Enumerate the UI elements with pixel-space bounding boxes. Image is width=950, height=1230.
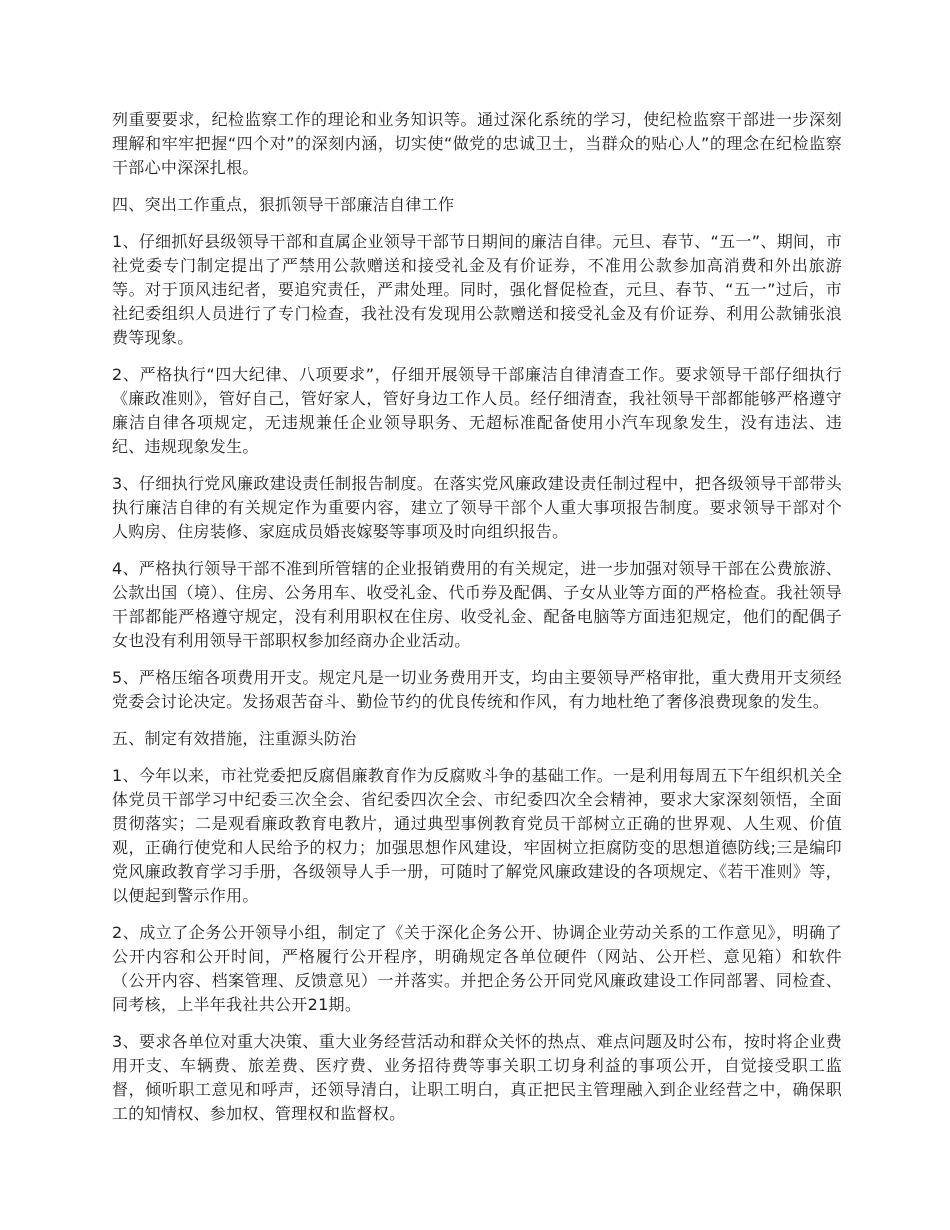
paragraph-4-1: 1、仔细抓好县级领导干部和直属企业领导干部节日期间的廉洁自律。元旦、春节、“五一”、期间，市社党委专门制定提出了严禁用公款赠送和接受礼金及有价证券，不准用公款参加高消费和外出旅游等。对于顶风违纪者，要追究责任，严肃处理。同时，强化督促检查，元旦、春节、“五一”过后，市社纪委组织人员进行了专门检查，我社没有发现用公款赠送和接受礼金及有价证券、利用公款铺张浪费等现象。 xyxy=(112,232,842,347)
paragraph-intro: 列重要要求，纪检监察工作的理论和业务知识等。通过深化系统的学习，使纪检监察干部进一步深刻理解和牢牢把握“四个对”的深刻内涵，切实使“做党的忠诚卫士，当群众的贴心人”的理念在纪检监察干部心中深深扎根。 xyxy=(112,110,842,177)
paragraph-4-5: 5、严格压缩各项费用开支。规定凡是一切业务费用开支，均由主要领导严格审批，重大费用开支须经党委会讨论决定。发扬艰苦奋斗、勤俭节约的优良传统和作风，有力地杜绝了奢侈浪费现象的发生。 xyxy=(112,668,842,711)
paragraph-4-4: 4、严格执行领导干部不准到所管辖的企业报销费用的有关规定，进一步加强对领导干部在公费旅游、公款出国（境）、住房、公务用车、收受礼金、代币券及配偶、子女从业等方面的严格检查。我社领导干部都能严格遵守规定，没有利用职权在住房、收受礼金、配备电脑等方面违犯规定，他们的配偶子女也没有利用领导干部职权参加经商办企业活动。 xyxy=(112,559,842,650)
paragraph-4-3: 3、仔细执行党风廉政建设责任制报告制度。在落实党风廉政建设责任制过程中，把各级领导干部带头执行廉洁自律的有关规定作为重要内容，建立了领导干部个人重大事项报告制度。要求领导干部对个人购房、住房装修、家庭成员婚丧嫁娶等事项及时向组织报告。 xyxy=(112,474,842,541)
paragraph-5-2: 2、成立了企务公开领导小组，制定了《关于深化企务公开、协调企业劳动关系的工作意见》，明确了公开内容和公开时间，严格履行公开程序，明确规定各单位硬件（网站、公开栏、意见箱）和软件（公开内容、档案管理、反馈意见）一并落实。并把企务公开同党风廉政建设工作同部署、同检查、同考核，上半年我社共公开21期。 xyxy=(112,923,842,1014)
section-heading-5: 五、制定有效措施，注重源头防治 xyxy=(112,729,357,748)
section-heading-4: 四、突出工作重点，狠抓领导干部廉洁自律工作 xyxy=(112,195,455,214)
paragraph-4-2: 2、严格执行“四大纪律、八项要求”，仔细开展领导干部廉洁自律清查工作。要求领导干部仔细执行《廉政准则》，管好自己，管好家人，管好身边工作人员。经仔细清查，我社领导干部都能够严格遵守廉洁自律各项规定，无违规兼任企业领导职务、无超标准配备使用小汽车现象发生，没有违法、违纪、违规现象发生。 xyxy=(112,365,842,456)
paragraph-5-3: 3、要求各单位对重大决策、重大业务经营活动和群众关怀的热点、难点问题及时公布，按时将企业费用开支、车辆费、旅差费、医疗费、业务招待费等事关职工切身利益的事项公开，自觉接受职工监督，倾听职工意见和呼声，还领导清白，让职工明白，真正把民主管理融入到企业经营之中，确保职工的知情权、参加权、管理权和监督权。 xyxy=(112,1032,842,1123)
paragraph-5-1: 1、今年以来，市社党委把反腐倡廉教育作为反腐败斗争的基础工作。一是利用每周五下午组织机关全体党员干部学习中纪委三次全会、省纪委四次全会、市纪委四次全会精神，要求大家深刻领悟，全面贯彻落实；二是观看廉政教育电教片，通过典型事例教育党员干部树立正确的世界观、人生观、价值观，正确行使党和人民给予的权力；加强思想作风建设，牢固树立拒腐防变的思想道德防线;三是编印党风廉政教育学习手册，各级领导人手一册，可随时了解党风廉政建设的各项规定、《若干准则》等，以便起到警示作用。 xyxy=(112,766,842,905)
document-page xyxy=(112,108,842,1139)
